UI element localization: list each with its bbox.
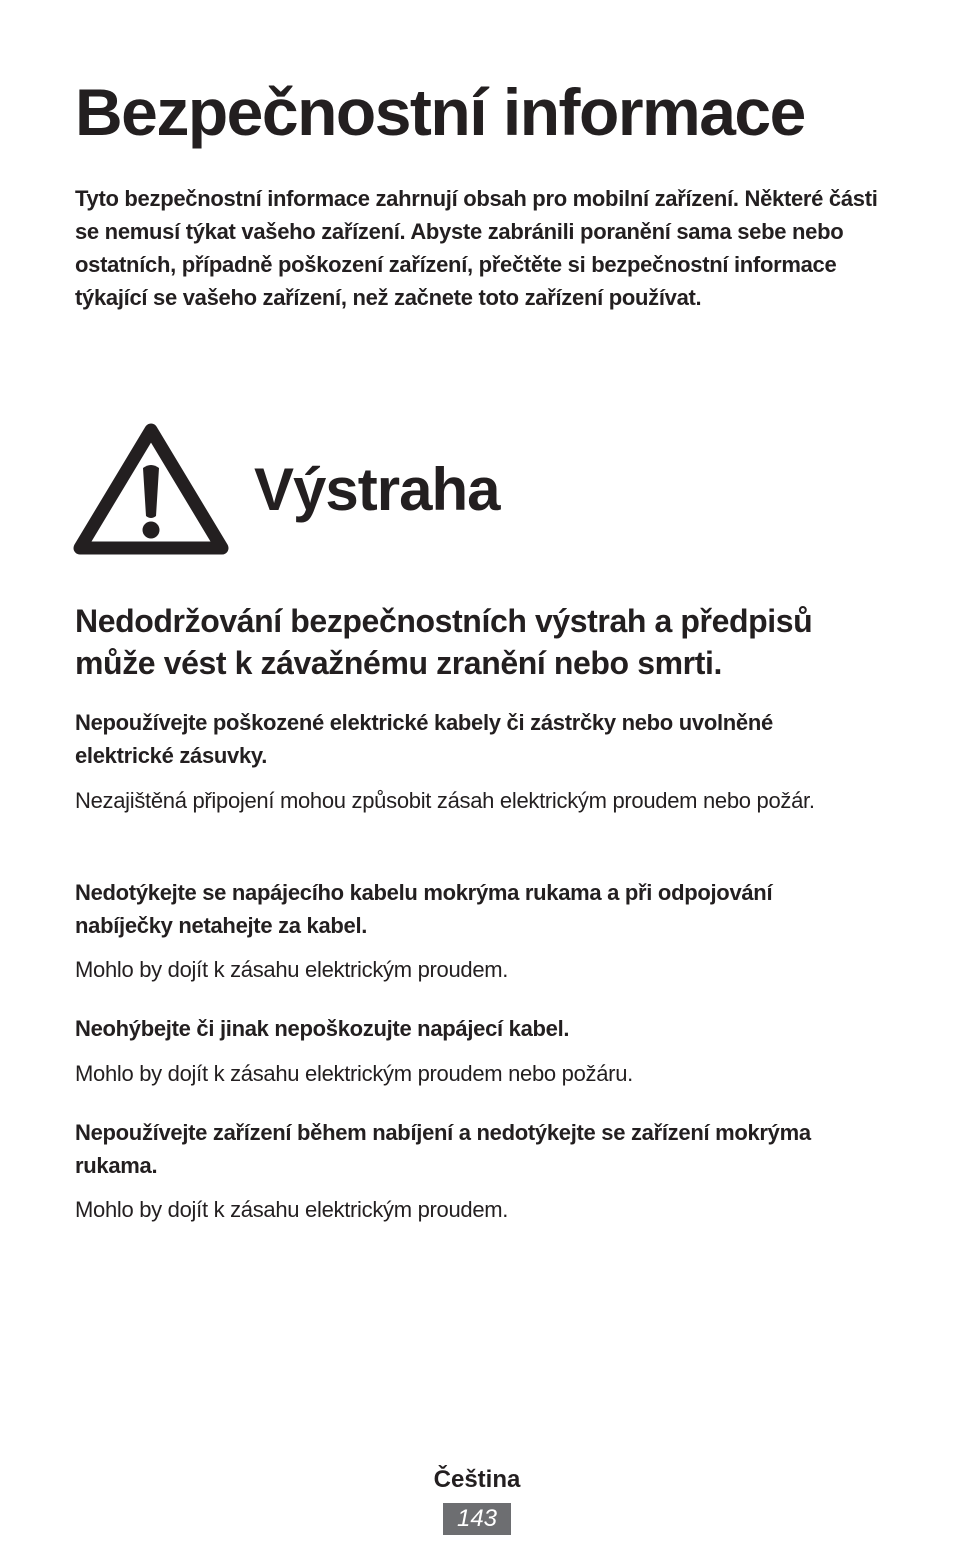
- warning-triangle-icon: [72, 418, 230, 556]
- warning-heading: Výstraha: [254, 456, 500, 523]
- safety-item-body: Mohlo by dojít k zásahu elektrickým proudem nebo požáru.: [75, 1061, 633, 1086]
- safety-item-body: Nezajištěná připojení mohou způsobit zásah elektrickým proudem nebo požár.: [75, 788, 815, 813]
- safety-item-heading: Nedotýkejte se napájecího kabelu mokrýma rukama a při odpojování nabíječky netahejte za kabel.: [75, 880, 773, 938]
- page-title: Bezpečnostní informace: [75, 75, 805, 149]
- safety-item-heading: Nepoužívejte poškozené elektrické kabely či zástrčky nebo uvolněné elektrické zásuvky.: [75, 710, 773, 768]
- intro-paragraph: Tyto bezpečnostní informace zahrnují obsah pro mobilní zařízení. Některé části se nemusí týkat vašeho zařízení. Abyste zabránili poranění sama sebe nebo ostatních, případně poškození zařízení, přečtěte si bezpečnostní informace týkající se vašeho zařízení, než začnete toto zařízení používat.: [75, 186, 878, 310]
- safety-item-heading: Nepoužívejte zařízení během nabíjení a nedotýkejte se zařízení mokrýma rukama.: [75, 1120, 811, 1178]
- safety-item-heading: Neohýbejte či jinak nepoškozujte napájecí kabel.: [75, 1016, 570, 1041]
- safety-item-body: Mohlo by dojít k zásahu elektrickým proudem.: [75, 957, 509, 982]
- footer-language: Čeština: [433, 1466, 521, 1493]
- safety-item-body: Mohlo by dojít k zásahu elektrickým proudem.: [75, 1197, 509, 1222]
- page-number: 143: [443, 1503, 511, 1535]
- warning-lead: Nedodržování bezpečnostních výstrah a předpisů může vést k závažnému zranění nebo smrti.: [75, 603, 813, 681]
